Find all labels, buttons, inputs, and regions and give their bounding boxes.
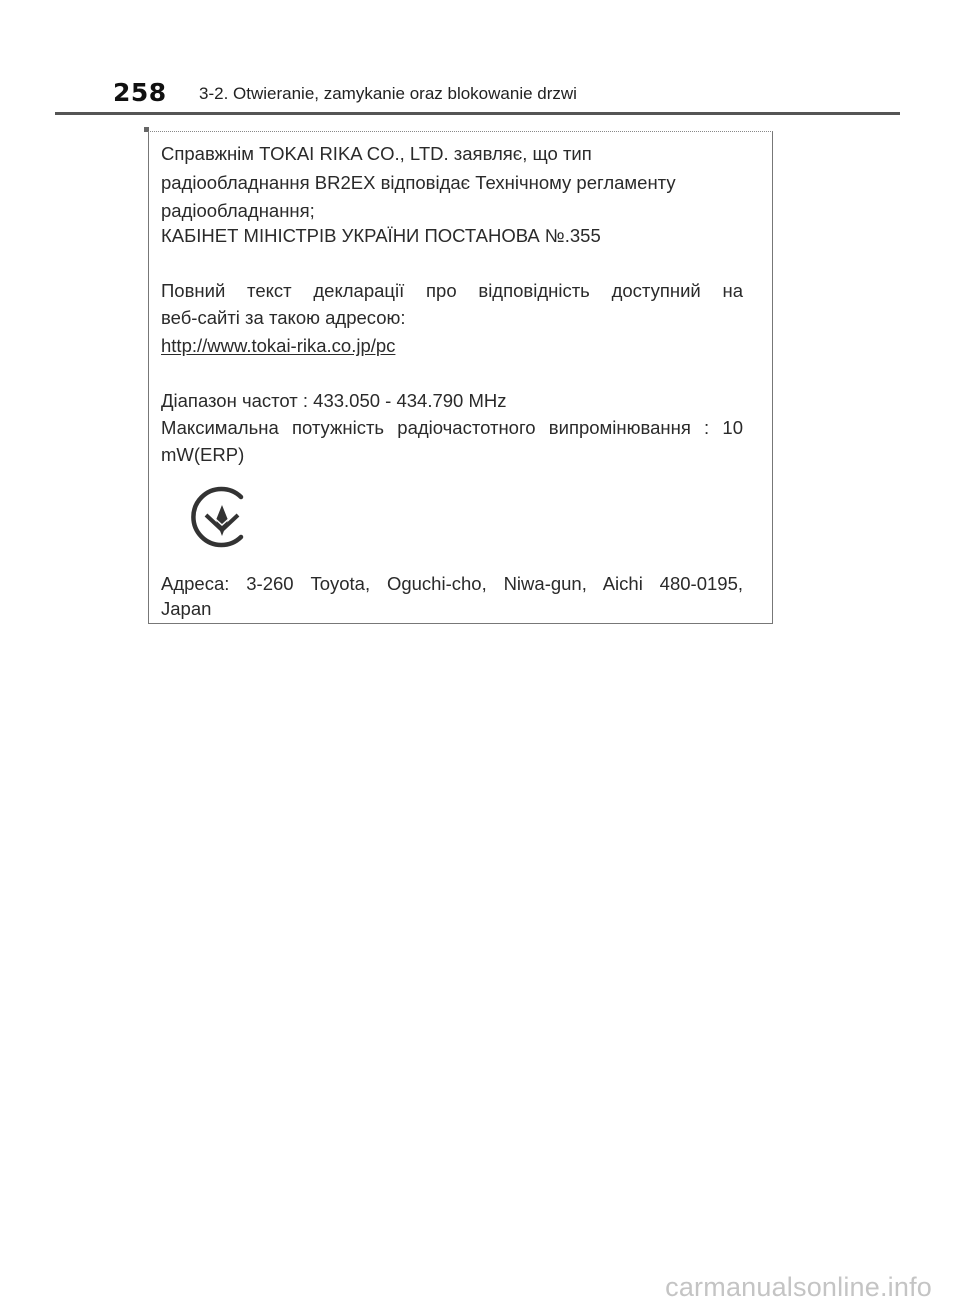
max-power-line-2: mW(ERP) — [161, 444, 245, 465]
header-divider — [55, 112, 900, 115]
declaration-line-3: радіообладнання; — [161, 200, 315, 221]
declaration-line-6: веб-сайті за такою адресою: — [161, 307, 406, 328]
max-power-line-1: Максимальна потужність радіочастотного випромінювання : 10 — [161, 417, 743, 438]
ukrainian-conformity-mark-icon — [189, 484, 255, 550]
address-line-2: Japan — [161, 598, 212, 619]
page-header — [0, 0, 960, 120]
declaration-line-4: КАБІНЕТ МІНІСТРІВ УКРАЇНИ ПОСТАНОВА №.355 — [161, 225, 601, 246]
page-number: 258 — [113, 78, 167, 107]
declaration-line-1: Справжнім TOKAI RIKA CO., LTD. заявляє, що тип — [161, 143, 592, 164]
section-title: 3-2. Otwieranie, zamykanie oraz blokowanie drzwi — [199, 84, 577, 103]
declaration-url-link[interactable]: http://www.tokai-rika.co.jp/pc — [161, 335, 396, 356]
declaration-line-5: Повний текст декларації про відповідність доступний на — [161, 280, 743, 301]
ukrainian-declaration-box — [148, 131, 773, 624]
frequency-range: Діапазон частот : 433.050 - 434.790 MHz — [161, 390, 507, 411]
address-line-1: Адреса: 3-260 Toyota, Oguchi-cho, Niwa-gun, Aichi 480-0195, — [161, 573, 743, 594]
site-watermark: carmanualsonline.info — [665, 1272, 932, 1302]
declaration-line-2: радіообладнання BR2EX відповідає Технічному регламенту — [161, 172, 676, 193]
